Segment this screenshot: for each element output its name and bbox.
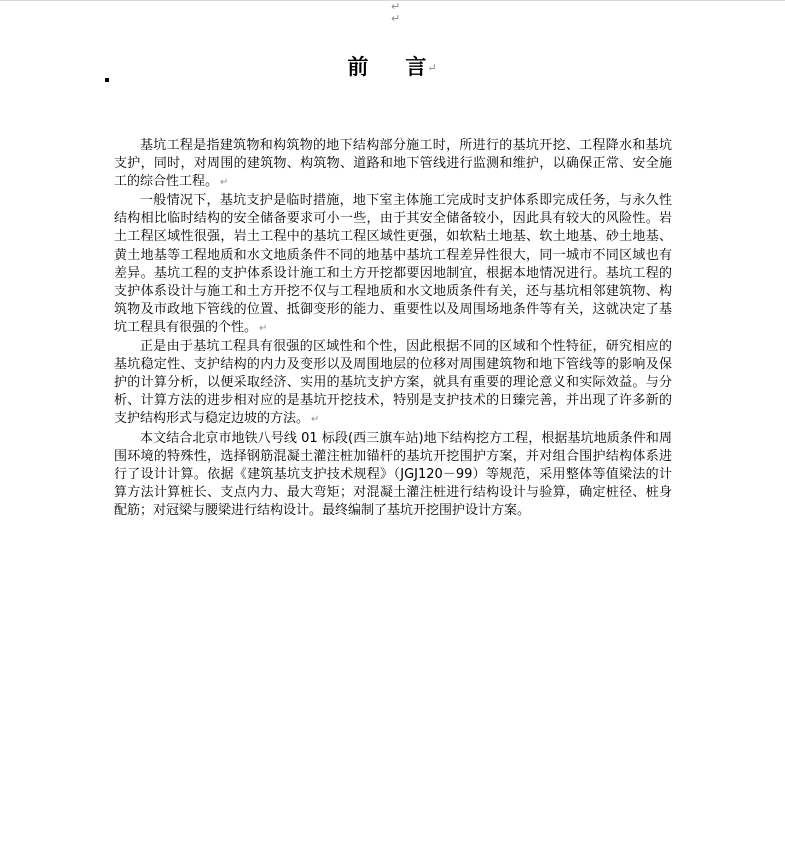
title-char-2: 言 — [405, 54, 428, 79]
paragraph-mark-icon: ↵ — [427, 61, 438, 75]
title-char-1: 前 — [347, 54, 370, 79]
paragraph-2 — [114, 192, 672, 338]
paragraph-mark-icon: ↵ — [311, 414, 320, 426]
paragraph-4 — [114, 430, 672, 520]
paragraph-3 — [114, 338, 672, 429]
page-title — [0, 53, 785, 83]
paragraph-mark-icon: ↵ — [259, 322, 268, 334]
paragraph-1-text: 基坑工程是指建筑物和构筑物的地下结构部分施工时，所进行的基坑开挖、工程降水和基坑支护，同时，对周围的建筑物、构筑物、道路和地下管线进行监测和维护，以确保正常、安全施工的综合性工程。 — [114, 138, 672, 190]
paragraph-4-text: 本文结合北京市地铁八号线 01 标段(西三旗车站)地下结构挖方工程，根据基坑地质条件和周围环境的特殊性，选择钢筋混凝土灌注桩加锚杆的基坑开挖围护方案，并对组合围护结构体系进行了设计计算。依据《建筑基坑支护技术规程》（JGJ120－99）等规范，采用整体等值梁法的计算方法计算桩长、支点内力、最大弯矩；对混凝土灌注桩进行结构设计与验算，确定桩径、桩身配筋；对冠梁与腰梁进行结构设计。最终编制了基坑开挖围护设计方案。 — [114, 430, 672, 518]
paragraph-mark-icon: ↵ — [220, 177, 229, 189]
paragraph-2-text: 一般情况下，基坑支护是临时措施，地下室主体施工完成时支护体系即完成任务，与永久性结构相比临时结构的安全储备要求可小一些，由于其安全储备较小，因此具有较大的风险性。岩土工程区域性很强，岩土工程中的基坑工程区域性更强，如软粘土地基、软土地基、砂土地基、黄土地基等工程地质和水文地质条件不同的地基中基坑工程差异性很大，同一城市不同区域也有差异。基坑工程的支护体系设计施工和土方开挖都要因地制宜，根据本地情况进行。基坑工程的支护体系设计与施工和土方开挖不仅与工程地质和水文地质条件有关，还与基坑相邻建筑物、构筑物及市政地下管线的位置、抵御变形的能力、重要性以及周围场地条件等有关，这就决定了基坑工程具有很强的个性。 — [114, 193, 672, 335]
paragraph-mark-icon: ↵ — [391, 0, 401, 13]
document-body — [114, 137, 672, 520]
paragraph-mark-icon: ↵ — [391, 12, 401, 25]
paragraph-1 — [114, 137, 672, 192]
paragraph-3-text: 正是由于基坑工程具有很强的区域性和个性，因此根据不同的区域和个性特征，研究相应的基坑稳定性、支护结构的内力及变形以及周围地层的位移对周围建筑物和地下管线等的影响及保护的计算分析，以便采取经济、实用的基坑支护方案，就具有重要的理论意义和实际效益。与分析、计算方法的进步相对应的是基坑开挖技术，特别是支护技术的日臻完善，并出现了许多新的支护结构形式与稳定边坡的方法。 — [114, 339, 672, 427]
